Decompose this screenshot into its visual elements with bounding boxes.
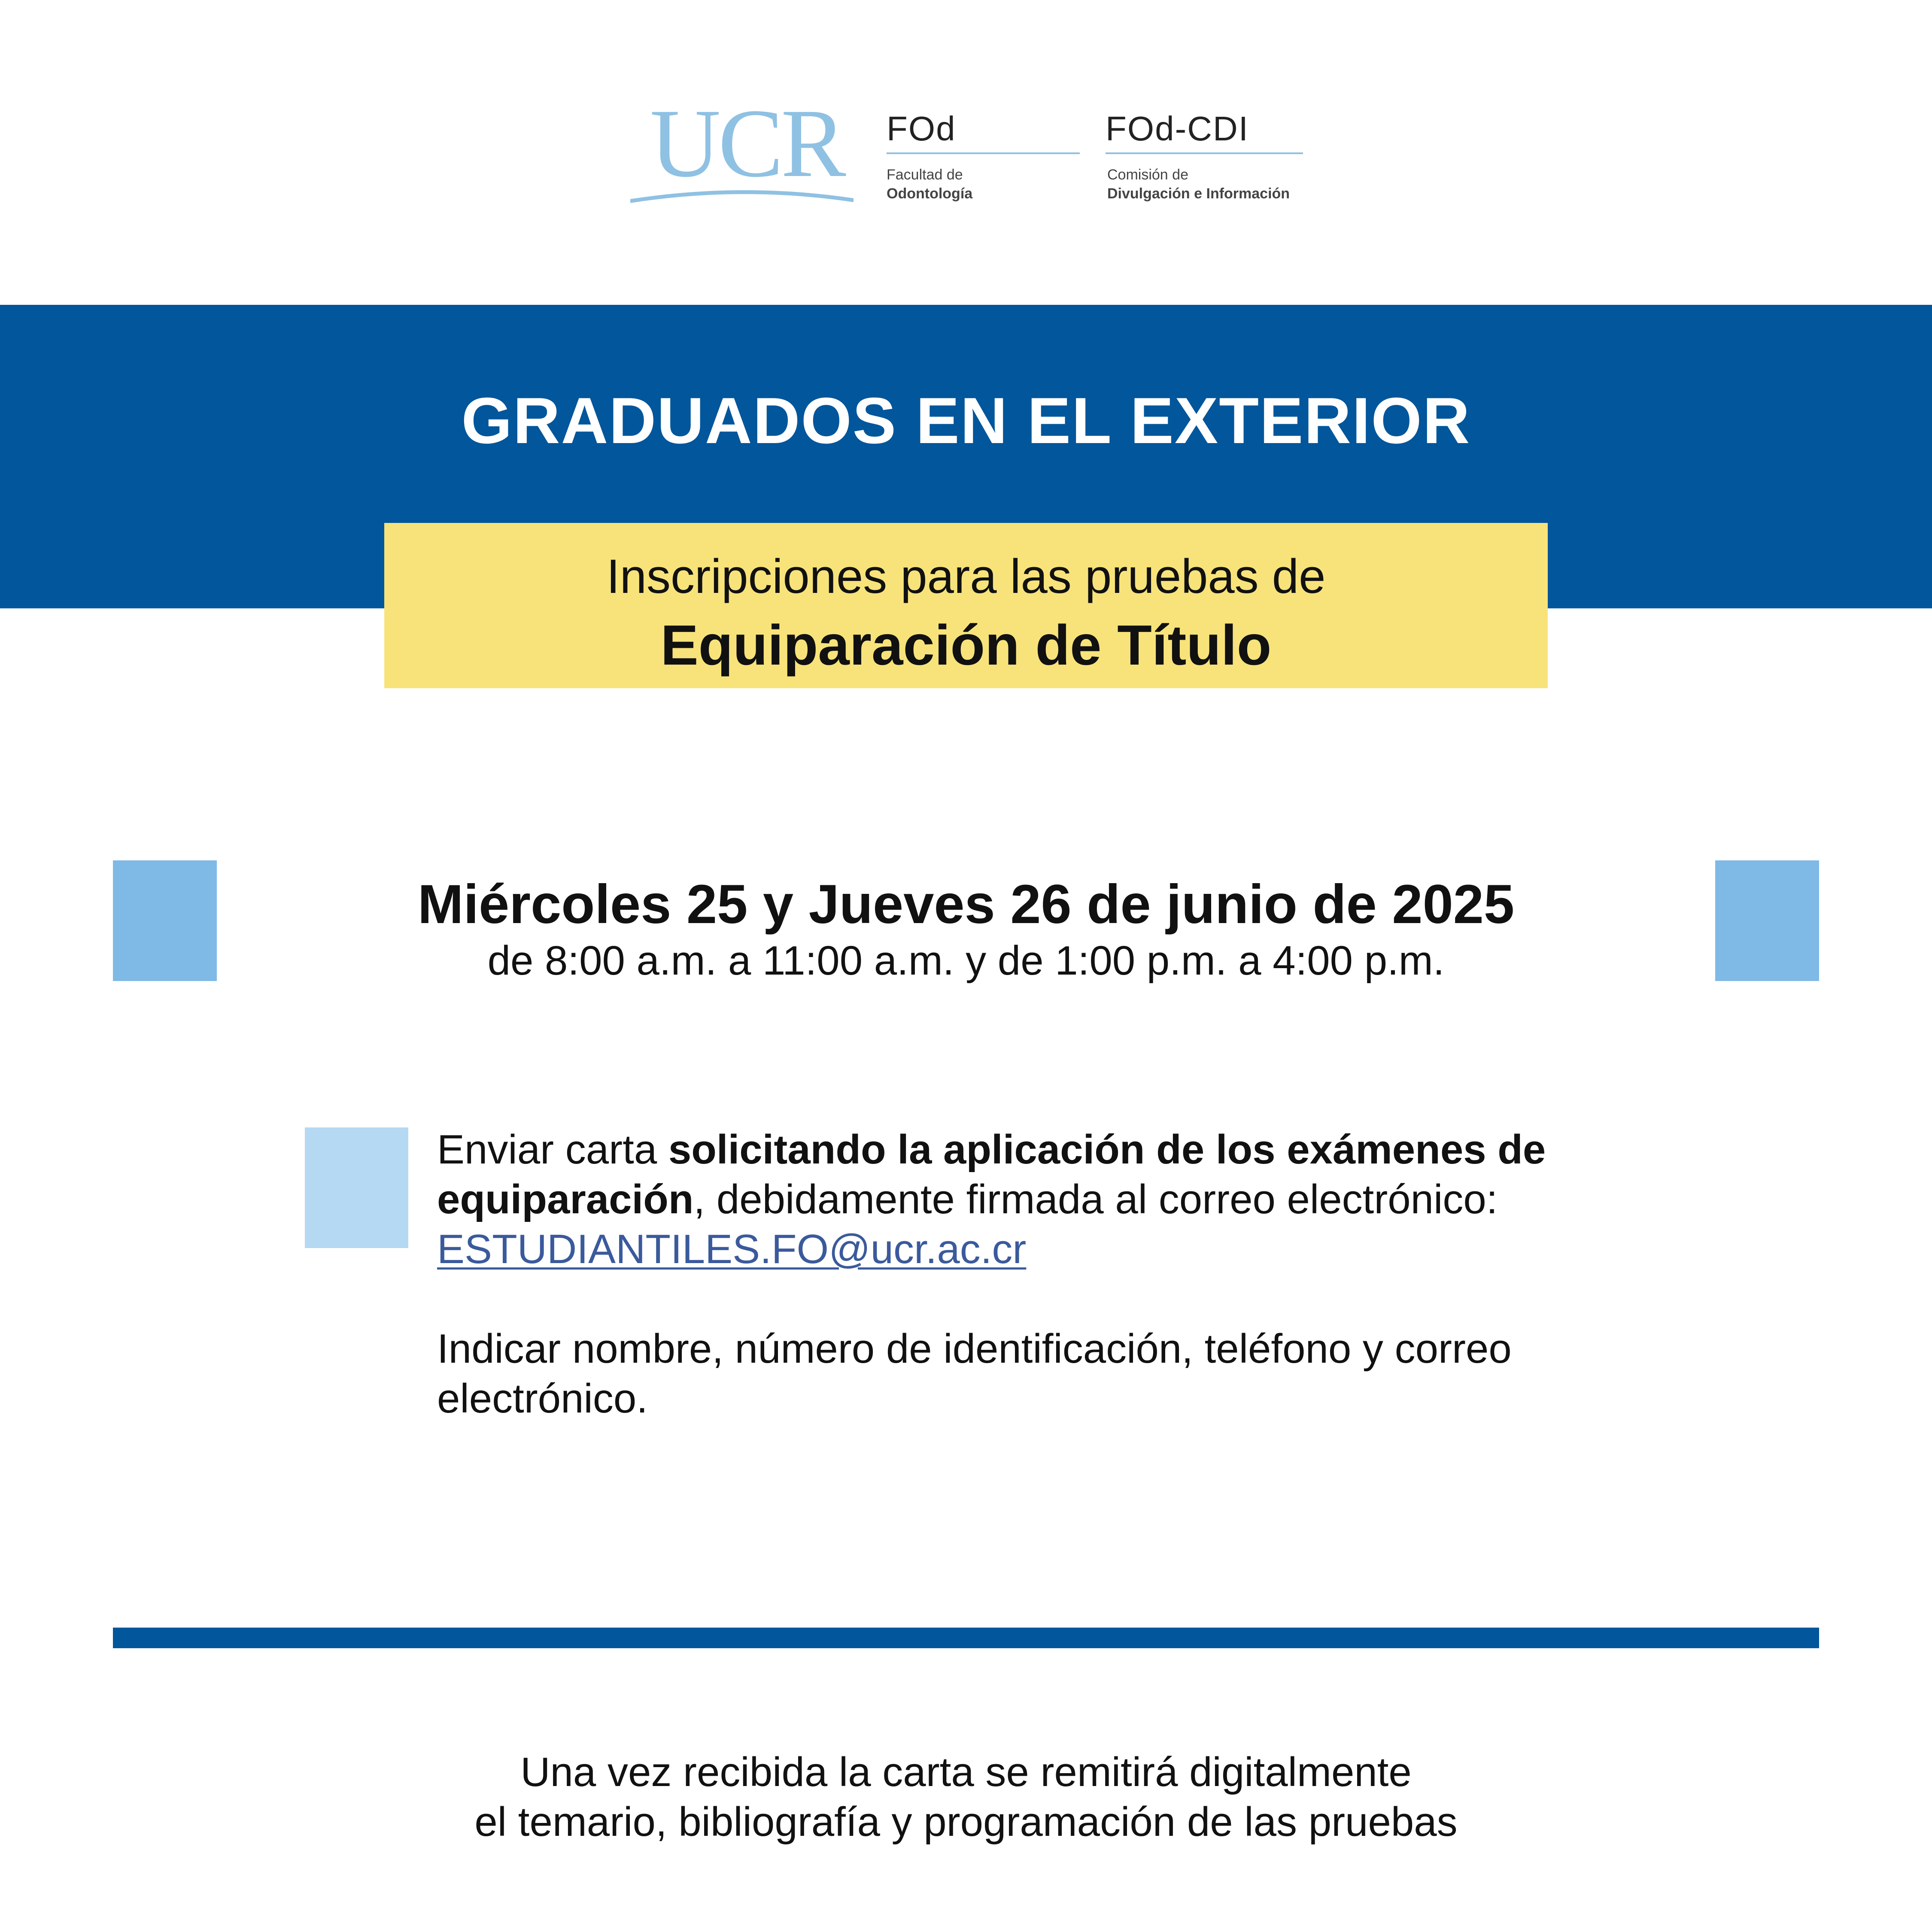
fodcdi-line1: Comisión de (1107, 167, 1188, 183)
schedule-date: Miércoles 25 y Jueves 26 de junio de 2025 (417, 874, 1515, 935)
footer-line1: Una vez recibida la carta se remitirá digitalmente (520, 1749, 1412, 1795)
footer (0, 1747, 1932, 1847)
fodcdi-abbr: FOd-CDI (1106, 109, 1249, 148)
fodcdi-logo (1106, 109, 1303, 203)
instruction-bullet-square (305, 1127, 408, 1248)
email-link[interactable]: ESTUDIANTILES.FO@ucr.ac.cr (437, 1226, 1027, 1272)
footer-line2: el temario, bibliografía y programación de las pruebas (474, 1799, 1458, 1845)
fodcdi-line2: Divulgación e Información (1107, 185, 1290, 202)
ucr-logo-swoosh (630, 180, 854, 206)
fod-divider (887, 152, 1080, 154)
banner-title: GRADUADOS EN EL EXTERIOR (461, 384, 1471, 457)
fodcdi-divider (1106, 152, 1303, 154)
fod-abbr: FOd (887, 109, 956, 148)
ucr-logo (630, 89, 854, 215)
instruction-bold: solicitando la aplicación de los exámenes de equiparación (437, 1127, 1546, 1222)
footer-divider (113, 1628, 1819, 1648)
ucr-logo-text: UCR (650, 89, 844, 197)
highlight-title: Equiparación de Título (660, 614, 1272, 677)
instruction-intro: Enviar carta (437, 1127, 668, 1173)
instruction-note: Indicar nombre, número de identificación, teléfono y correo electrónico. (437, 1326, 1512, 1422)
instruction-rest: , debidamente firmada al correo electrónico: (693, 1176, 1498, 1222)
fod-logo (887, 109, 1080, 203)
instruction-paragraph (437, 1125, 1725, 1274)
highlight-subtitle: Inscripciones para las pruebas de (606, 550, 1326, 603)
fod-line1: Facultad de (887, 167, 963, 183)
fod-line2: Odontología (887, 185, 973, 202)
instructions (437, 1125, 1725, 1424)
schedule-time: de 8:00 a.m. a 11:00 a.m. y de 1:00 p.m. a 4:00 p.m. (487, 938, 1445, 984)
highlight-box (384, 523, 1548, 688)
